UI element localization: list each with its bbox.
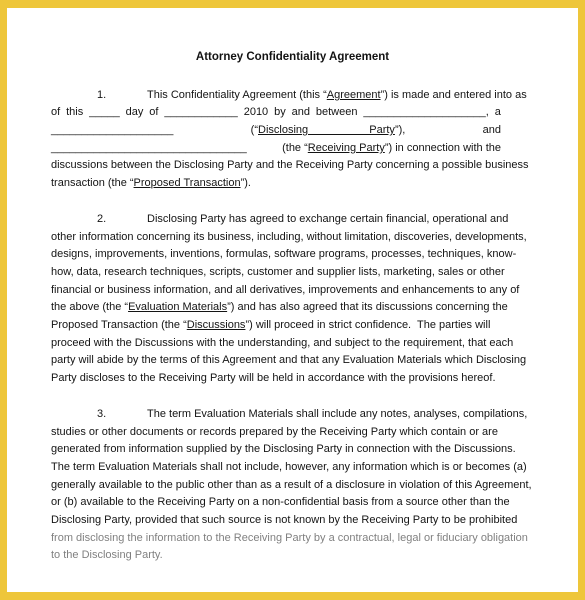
- p1-line-1: This Confidentiality Agreement (this “Agreement”) is made and entered into as: [147, 89, 527, 101]
- p2-line-2: other information concerning its business, including, without limitation, discoveries, developments,: [51, 231, 527, 243]
- document-title: Attorney Confidentiality Agreement: [195, 51, 390, 63]
- p2-line-1: Disclosing Party has agreed to exchange certain financial, operational and: [147, 213, 509, 225]
- paragraph-2-number: 2.: [97, 213, 107, 225]
- p3-line-4: The term Evaluation Materials shall not include, however, any information which is or becomes (a): [51, 461, 527, 473]
- p2-line-9: party will abide by the terms of this Agreement and that any Evaluation Materials which Disclosing: [51, 354, 527, 366]
- paragraph-1-number: 1.: [97, 89, 107, 101]
- p1-line-3: ____________________ (“Disclosing Party”), and: [51, 124, 501, 136]
- p3-line-8: from disclosing the information to the Receiving Party by a contractual, legal or fiduciary obligation: [51, 532, 528, 544]
- defined-term-proposed-transaction: Proposed Transaction: [133, 177, 241, 189]
- p1-line-6: transaction (the “Proposed Transaction”).: [51, 177, 251, 189]
- defined-term-disclosing-party: Disclosing Party: [258, 124, 395, 136]
- p2-line-7: Proposed Transaction (the “Discussions”) will proceed in strict confidence. The parties will: [51, 319, 491, 331]
- p1-line-2: of this _____ day of ____________ 2010 by and between ____________________, a: [51, 106, 501, 118]
- defined-term-agreement: Agreement: [326, 89, 381, 101]
- p3-line-7: Disclosing Party, provided that such source is not known by the Receiving Party to be prohibited: [51, 514, 518, 526]
- p2-line-6: the above (the “Evaluation Materials”) and has also agreed that its discussions concerning the: [51, 301, 508, 313]
- p1-line-5: discussions between the Disclosing Party and the Receiving Party concerning a possible business: [51, 159, 529, 171]
- p1-line-4: ________________________________ (the “Receiving Party”) in connection with the: [51, 142, 501, 154]
- p3-line-2: studies or other documents or records prepared by the Receiving Party which contain or are: [51, 426, 498, 438]
- defined-term-receiving-party: Receiving Party: [307, 142, 385, 154]
- p3-line-6: or (b) available to the Receiving Party on a non-confidential basis from a source other than the: [51, 496, 510, 508]
- defined-term-discussions: Discussions: [186, 319, 246, 331]
- p3-line-5: generally available to the public other than as a result of a disclosure in violation of this Agreement,: [51, 479, 532, 491]
- paragraph-3-number: 3.: [97, 408, 107, 420]
- p2-line-4: how, data, research techniques, scripts, customer and supplier lists, marketing, sales or other: [51, 266, 505, 278]
- p3-line-9: to the Disclosing Party.: [51, 549, 163, 561]
- p2-line-8: proceed with the Discussions with the understanding, and subject to the requirement, that each: [51, 337, 514, 349]
- p3-line-1: The term Evaluation Materials shall include any notes, analyses, compilations,: [147, 408, 528, 420]
- p2-line-10: Party discloses to the Receiving Party will be held in accordance with the provisions hereof.: [51, 372, 496, 384]
- p2-line-5: financial or business information, and all derivatives, improvements and enhancements to any of: [51, 284, 520, 296]
- p3-line-3: generated from information supplied by the Disclosing Party in connection with the Discussions.: [51, 443, 516, 455]
- defined-term-evaluation-materials: Evaluation Materials: [128, 301, 228, 313]
- document-page: [7, 8, 578, 592]
- p2-line-3: designs, improvements, inventions, formulas, software programs, processes, techniques, know-: [51, 248, 517, 260]
